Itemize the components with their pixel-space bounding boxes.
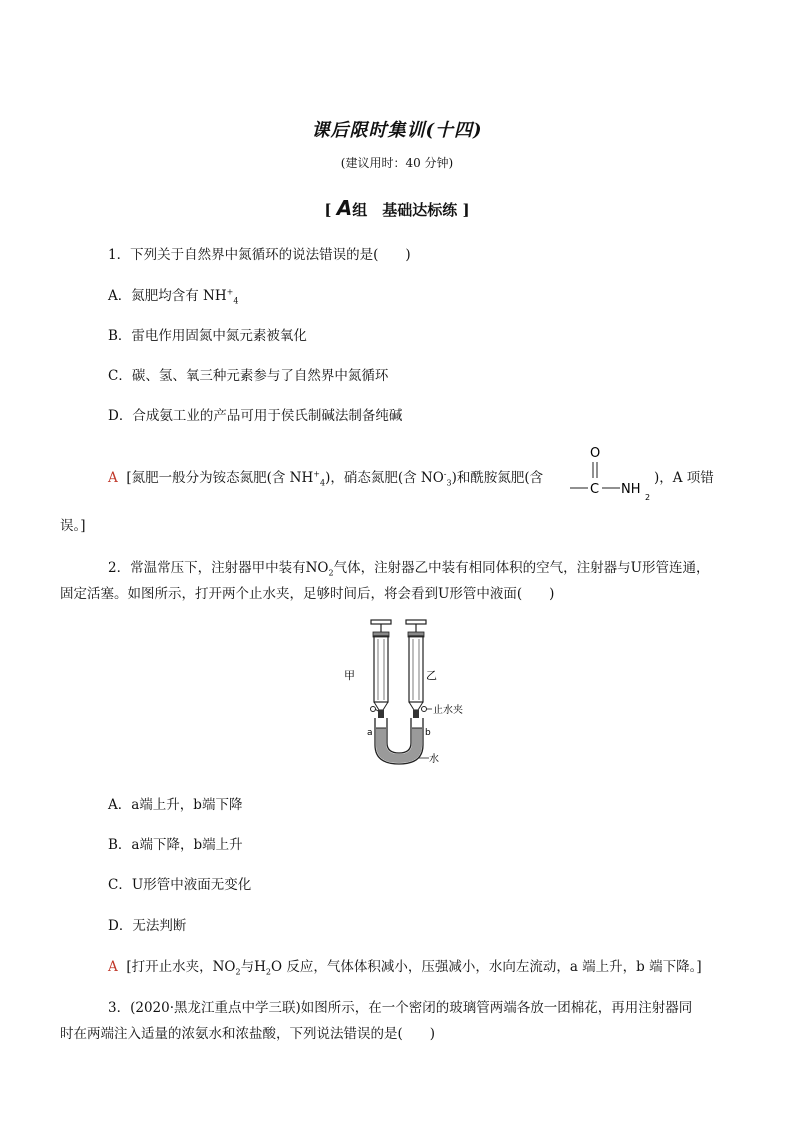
q1-answer-sup2: -: [443, 469, 447, 479]
water-in-tube: [376, 728, 422, 763]
q2-option-a: A．a端上升，b端下降: [108, 797, 243, 813]
q1-answer-end: )，A 项错: [654, 470, 714, 486]
q2-answer-part2: 与H: [240, 959, 266, 975]
q2-answer-part3: O 反应，气体体积减小，压强减小，水向左流动，a 端上升，b 端下降。]: [270, 959, 702, 975]
q1-answer-part1: [氮肥一般分为铵态氮肥(含 NH: [126, 470, 314, 486]
amide-oxygen: O: [590, 446, 601, 461]
q1-option-d: D．合成氨工业的产品可用于侯氏制碱法制备纯碱: [108, 408, 403, 424]
q2-stem-part2: 气体，注射器乙中装有相同体积的空气，注射器与U形管连通，: [333, 560, 710, 576]
time-hint: (建议用时：40 分钟): [340, 156, 454, 170]
syringe-yi-handle: [406, 620, 426, 624]
q1-answer-letter: A: [108, 470, 118, 486]
label-b: b: [425, 728, 431, 738]
label-yi: 乙: [426, 669, 437, 682]
page-title: 课后限时集训(十四): [311, 120, 483, 141]
group-letter: A: [336, 196, 353, 220]
label-jia: 甲: [344, 669, 355, 682]
clip-yi: [422, 707, 427, 712]
q2-stem-sub: 2: [328, 568, 334, 578]
q2-option-b: B．a端下降，b端上升: [108, 837, 243, 853]
group-heading: [ A组 基础达标练 ]: [324, 196, 470, 220]
syringe-yi-barrel: [409, 636, 423, 702]
q2-answer-sub1: 2: [235, 967, 241, 977]
q1-stem: 1．下列关于自然界中氮循环的说法错误的是( ): [108, 247, 411, 263]
q1-option-a-text: A．氮肥均含有 NH: [108, 288, 227, 304]
q1-answer: [108, 466, 543, 488]
q2-answer-sub2: 2: [265, 967, 271, 977]
q2-answer: [108, 955, 702, 977]
q3-stem-line2: 时在两端注入适量的浓氨水和浓盐酸，下列说法错误的是( ): [60, 1026, 436, 1042]
label-clip: 止水夹: [433, 705, 463, 716]
amide-nh: NH: [621, 482, 641, 497]
q1-option-b: B．雷电作用固氮中氮元素被氧化: [108, 328, 307, 344]
q1-answer-sub2: 3: [446, 478, 452, 488]
q2-answer-letter: A: [108, 959, 118, 975]
q1-answer-part3: )和酰胺氮肥(含: [451, 470, 544, 486]
group-label: 组 基础达标练: [352, 201, 458, 219]
q1-option-c: C．碳、氢、氧三种元素参与了自然界中氮循环: [108, 368, 389, 384]
q1-answer-tail: 误。]: [60, 518, 86, 534]
u-tube-figure: [340, 617, 480, 772]
amide-structure: [566, 440, 658, 506]
q2-answer-part1: [打开止水夹，NO: [126, 959, 236, 975]
q1-option-a-sub: 4: [233, 296, 239, 306]
amide-carbon: C: [590, 482, 600, 497]
q1-option-a-sup: +: [226, 287, 234, 297]
q1-option-a: [108, 284, 238, 306]
q2-option-d: D．无法判断: [108, 918, 187, 934]
q1-answer-part2: )，硝态氮肥(含 NO: [325, 470, 444, 486]
q2-stem-line1: [108, 556, 709, 578]
amide-subscript: 2: [645, 493, 651, 502]
label-water: 水: [429, 754, 439, 765]
syringe-jia-handle: [371, 620, 391, 624]
q2-option-c: C．U形管中液面无变化: [108, 877, 252, 893]
q1-answer-sub1: 4: [319, 478, 326, 488]
q2-stem-part1: 2．常温常压下，注射器甲中装有NO: [108, 560, 329, 576]
q3-stem-line1: 3．(2020·黑龙江重点中学三联)如图所示，在一个密闭的玻璃管两端各放一团棉花，再用注射器同: [108, 1000, 693, 1016]
q2-stem-line2: 固定活塞。如图所示，打开两个止水夹，足够时间后，将会看到U形管中液面( ): [60, 586, 555, 602]
q1-answer-sup1: +: [313, 469, 320, 479]
clip-jia: [371, 707, 376, 712]
label-a: a: [367, 728, 373, 738]
syringe-jia-barrel: [374, 636, 388, 702]
